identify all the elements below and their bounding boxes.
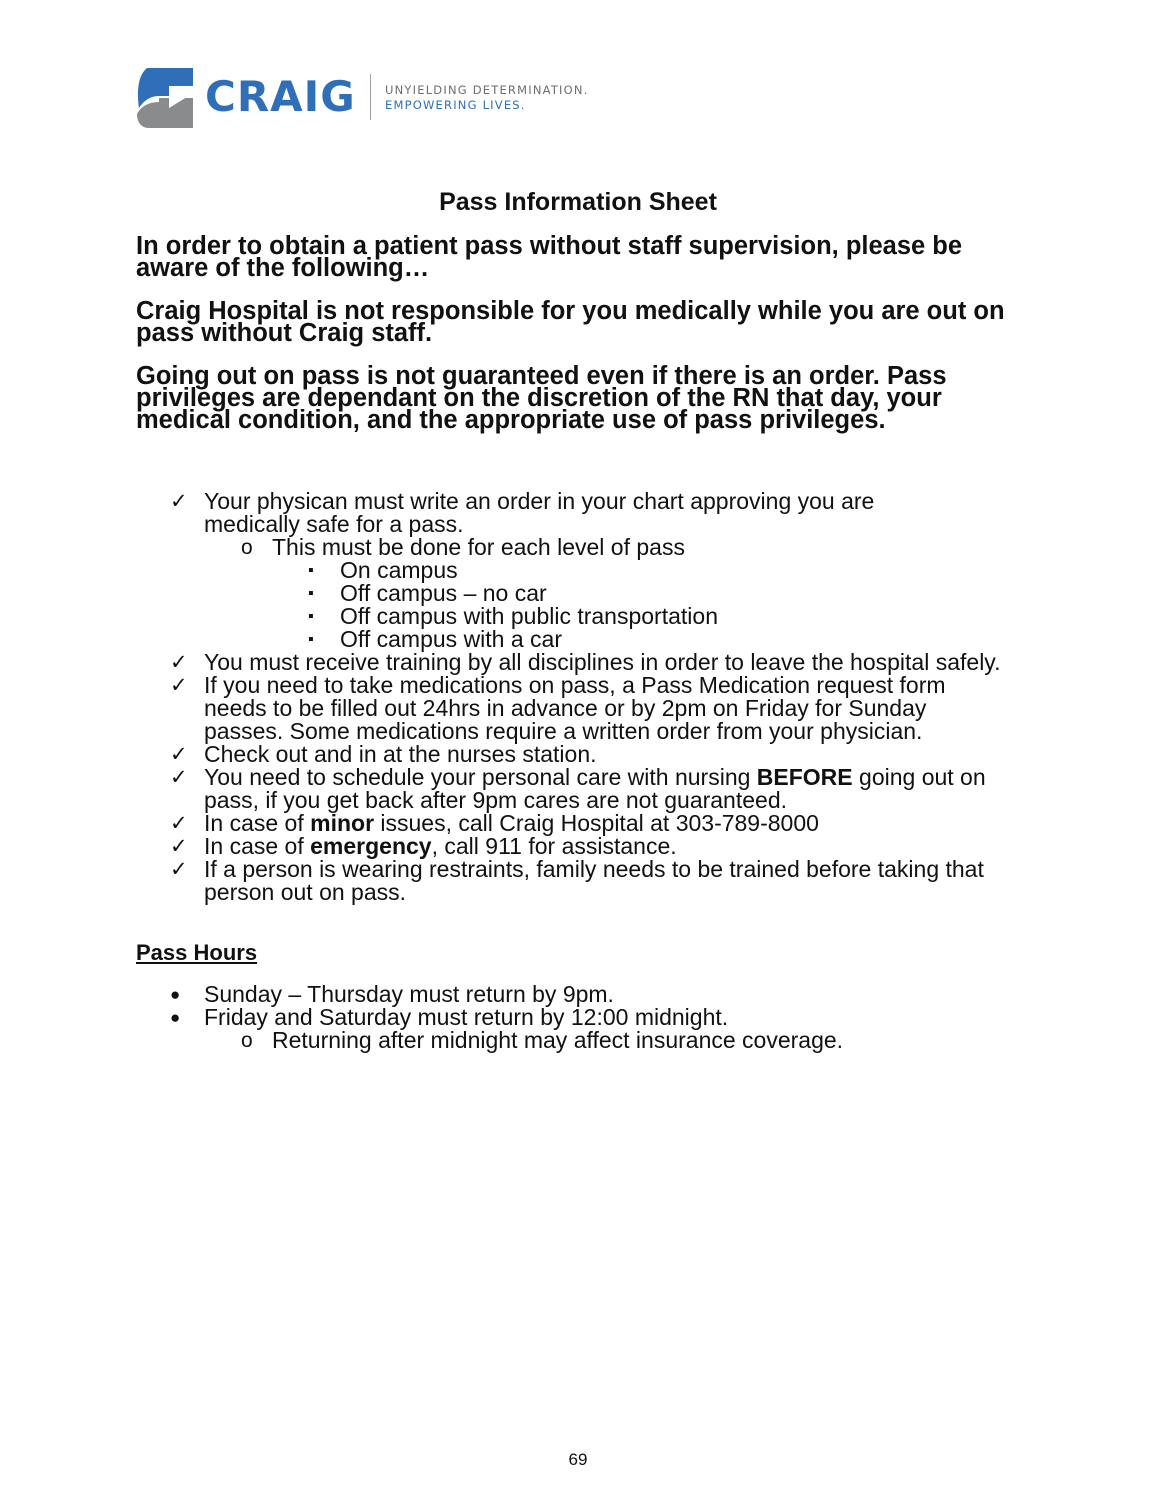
check-icon: ✓	[170, 651, 188, 674]
check-icon: ✓	[170, 812, 188, 835]
checklist-text-part: going out on pass, if you get back after 9pm cares are not guaranteed.	[204, 764, 986, 813]
checklist-text	[204, 835, 1156, 858]
pass-hours-text: Friday and Saturday must return by 12:00 midnight.	[204, 1004, 729, 1030]
checklist-text: If a person is wearing restraints, family needs to be trained before taking that person out on pass.	[204, 856, 984, 905]
checklist-item	[0, 835, 1156, 858]
check-icon: ✓	[170, 743, 188, 766]
craig-logo-mark-icon	[135, 66, 195, 128]
checklist-item	[0, 490, 1156, 536]
checklist-text	[204, 766, 1024, 812]
check-icon: ✓	[170, 490, 188, 513]
intro-paragraph-1: In order to obtain a patient pass without staff supervision, please be aware of the following…	[136, 232, 963, 282]
logo-wordmark: CRAIG	[205, 72, 356, 121]
circle-bullet-icon: o	[241, 1029, 253, 1052]
emphasis-text: emergency	[310, 833, 432, 859]
pass-level-item	[0, 628, 1156, 651]
checklist-item	[0, 651, 1156, 674]
check-icon: ✓	[170, 835, 188, 858]
check-icon: ✓	[170, 858, 188, 881]
checklist-text-part: , call 911 for assistance.	[431, 833, 677, 859]
pass-level-text: On campus	[340, 557, 458, 583]
checklist-item	[0, 858, 1156, 904]
square-bullet-icon: ▪	[308, 585, 314, 602]
pass-level-text: Off campus – no car	[340, 580, 547, 606]
checklist-text-part: In case of	[204, 810, 311, 836]
pass-hours-heading: Pass Hours	[136, 940, 258, 965]
checklist-text: Your physican must write an order in your chart approving you are medically safe for a pass.	[204, 488, 875, 537]
pass-checklist	[0, 490, 1156, 904]
checklist-subitem	[0, 536, 1156, 559]
checklist-item	[0, 812, 1156, 835]
checklist-item	[0, 674, 1156, 743]
check-icon: ✓	[170, 674, 188, 697]
page-title: Pass Information Sheet	[439, 188, 717, 216]
page-number: 69	[568, 1450, 588, 1469]
checklist-text	[204, 812, 1156, 835]
pass-hours-item	[0, 983, 1156, 1006]
checklist-text: Check out and in at the nurses station.	[204, 741, 597, 767]
pass-hours-item	[0, 1006, 1156, 1029]
intro-paragraph-3: Going out on pass is not guaranteed even if there is an order. Pass privileges are dependant on the discretion of the RN that day, your medical condition, and the appropriate use of pass privileges.	[136, 362, 947, 434]
checklist-item	[0, 766, 1156, 812]
square-bullet-icon: ▪	[308, 562, 314, 579]
square-bullet-icon: ▪	[308, 608, 314, 625]
circle-bullet-icon: o	[241, 536, 253, 559]
pass-hours-subitem	[0, 1029, 1156, 1052]
pass-level-item	[0, 582, 1156, 605]
craig-logo	[135, 66, 655, 128]
pass-level-text: Off campus with public transportation	[340, 603, 718, 629]
pass-hours-text: Sunday – Thursday must return by 9pm.	[204, 981, 614, 1007]
checklist-text-part: You need to schedule your personal care with nursing	[204, 764, 757, 790]
checklist-text: If you need to take medications on pass, a Pass Medication request form needs to be filled out 24hrs in advance or by 2pm on Friday for Sunday passes. Some medications require a written order from your physician.	[204, 672, 946, 744]
checklist-text-part: In case of	[204, 833, 311, 859]
emphasis-text: minor	[310, 810, 375, 836]
pass-hours-subtext: Returning after midnight may affect insurance coverage.	[272, 1027, 844, 1053]
checklist-item	[0, 743, 1156, 766]
intro-paragraph-2: Craig Hospital is not responsible for you medically while you are out on pass without Craig staff.	[136, 297, 1005, 347]
logo-tagline-2: EMPOWERING LIVES.	[385, 98, 526, 112]
checklist-text-part: issues, call Craig Hospital at 303-789-8000	[374, 810, 819, 836]
bullet-icon: ●	[170, 985, 181, 1004]
checklist-text: You must receive training by all disciplines in order to leave the hospital safely.	[204, 649, 1001, 675]
pass-level-item	[0, 559, 1156, 582]
emphasis-text: BEFORE	[756, 764, 853, 790]
square-bullet-icon: ▪	[308, 631, 314, 648]
logo-divider	[370, 74, 371, 120]
checklist-subtext: This must be done for each level of pass	[272, 534, 685, 560]
logo-tagline-1: UNYIELDING DETERMINATION.	[385, 83, 589, 97]
pass-hours-list	[0, 983, 1156, 1052]
check-icon: ✓	[170, 766, 188, 789]
pass-level-text: Off campus with a car	[340, 626, 562, 652]
pass-level-item	[0, 605, 1156, 628]
bullet-icon: ●	[170, 1008, 181, 1027]
